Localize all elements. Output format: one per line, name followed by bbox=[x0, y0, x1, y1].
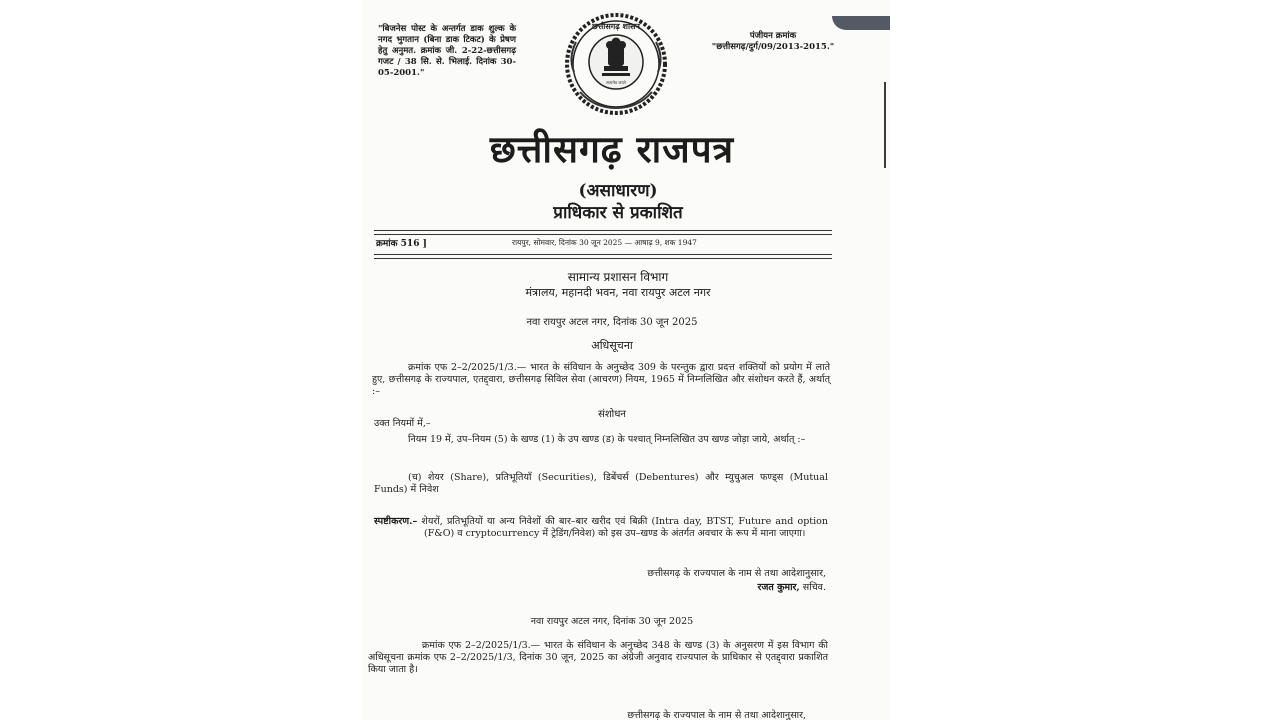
explanation-paragraph bbox=[374, 516, 828, 540]
registration-label: पंजीयन क्रमांक bbox=[749, 31, 797, 41]
rule-19-paragraph: नियम 19 में, उप–नियम (5) के खण्ड (1) के उप खण्ड (ड) के पश्चात् निम्नलिखित उप खण्ड जोड़ा जाये, अर्थात् :– bbox=[408, 434, 806, 445]
postal-permit-note: "बिजनेस पोस्ट के अन्तर्गत डाक शुल्क के नगद भुगतान (बिना डाक टिकट) के प्रेषण हेतु अनुमत. क्रमांक जी. 2-22-छत्तीसगढ़ गजट / 38 सि. से. भिलाई. दिनांक 30-05-2001." bbox=[378, 24, 516, 78]
divider bbox=[374, 230, 832, 231]
notification-date: नवा रायपुर अटल नगर, दिनांक 30 जून 2025 bbox=[526, 317, 698, 328]
signatory-name: रजत कुमार, bbox=[757, 582, 800, 593]
gazette-subtitle: (असाधारण) bbox=[578, 181, 658, 201]
registration-note bbox=[708, 31, 838, 53]
signature-line: छत्तीसगढ़ के राज्यपाल के नाम से तथा आदेशानुसार, bbox=[647, 568, 826, 579]
signature-line-2: छत्तीसगढ़ के राज्यपाल के नाम से तथा आदेशानुसार, bbox=[627, 710, 806, 720]
signatory bbox=[602, 580, 826, 593]
gazette-title: छत्तीसगढ़ राजपत्र bbox=[489, 127, 735, 171]
translation-date: नवा रायपुर अटल नगर, दिनांक 30 जून 2025 bbox=[530, 616, 694, 627]
emblem-motto: सत्यमेव जयते bbox=[606, 80, 626, 85]
explanation-text: शेयरों, प्रतिभूतियों या अन्य निवेशों की बार–बार खरीद एवं बिक्री (Intra day, BTST, Future and option (F&O) व cryptocurrency में ट्रेडिंग/निवेश) को इस उप–खण्ड के अंतर्गत अवचार के रूप में माना जाएगा। bbox=[417, 516, 828, 539]
explanation-label: स्पष्टीकरण.– bbox=[374, 516, 418, 527]
department-name: सामान्य प्रशासन विभाग bbox=[567, 270, 669, 284]
office-address: मंत्रालय, महानदी भवन, नवा रायपुर अटल नगर bbox=[525, 286, 711, 299]
divider bbox=[374, 258, 832, 259]
notification-heading: अधिसूचना bbox=[591, 339, 633, 352]
divider bbox=[374, 234, 832, 235]
chhattisgarh-emblem-icon bbox=[558, 12, 674, 118]
translation-paragraph: क्रमांक एफ 2–2/2025/1/3.— भारत के संविधान के अनुच्छेद 348 के खण्ड (3) के अनुसरण में इस विभाग की अधिसूचना क्रमांक एफ 2–2/2025/1/3, दिनांक 30 जून, 2025 का अंग्रेजी अनुवाद राज्यपाल के प्राधिकार से एतद्द्वारा प्रकाशित किया जाता है। bbox=[368, 640, 828, 675]
notification-paragraph: क्रमांक एफ 2–2/2025/1/3.— भारत के संविधान के अनुच्छेद 309 के परन्तुक द्वारा प्रदत्त शक्तियों को प्रयोग में लाते हुए, छत्तीसगढ़ के राज्यपाल, एतद्द्वारा, छत्तीसगढ़ सिविल सेवा (आचरण) नियम, 1965 में निम्नलिखित और संशोधन करते हैं, अर्थात् :– bbox=[372, 362, 830, 397]
signatory-title: सचिव. bbox=[799, 582, 826, 593]
corner-tab bbox=[832, 16, 890, 30]
sub-clause-paragraph: (च) शेयर (Share), प्रतिभूतियाँ (Securities), डिबेंचर्स (Debentures) और म्युचुअल फण्ड्स (Mutual Funds) में निवेश bbox=[374, 472, 828, 495]
issue-number: क्रमांक 516 ] bbox=[376, 239, 427, 249]
emblem-caption: छत्तीसगढ़ शासन bbox=[592, 22, 640, 31]
gazette-page bbox=[362, 0, 890, 720]
divider bbox=[374, 254, 832, 255]
issue-date: रायपुर, सोमवार, दिनांक 30 जून 2025 — आषाढ़ 9, शक 1947 bbox=[512, 238, 697, 247]
amendment-heading: संशोधन bbox=[598, 409, 626, 420]
edge-mark bbox=[884, 82, 886, 168]
rules-intro: उक्त नियमों में,– bbox=[374, 418, 431, 429]
authority-line: प्राधिकार से प्रकाशित bbox=[553, 203, 683, 223]
registration-number: "छत्तीसगढ़/दुर्ग/09/2013-2015." bbox=[711, 42, 835, 52]
